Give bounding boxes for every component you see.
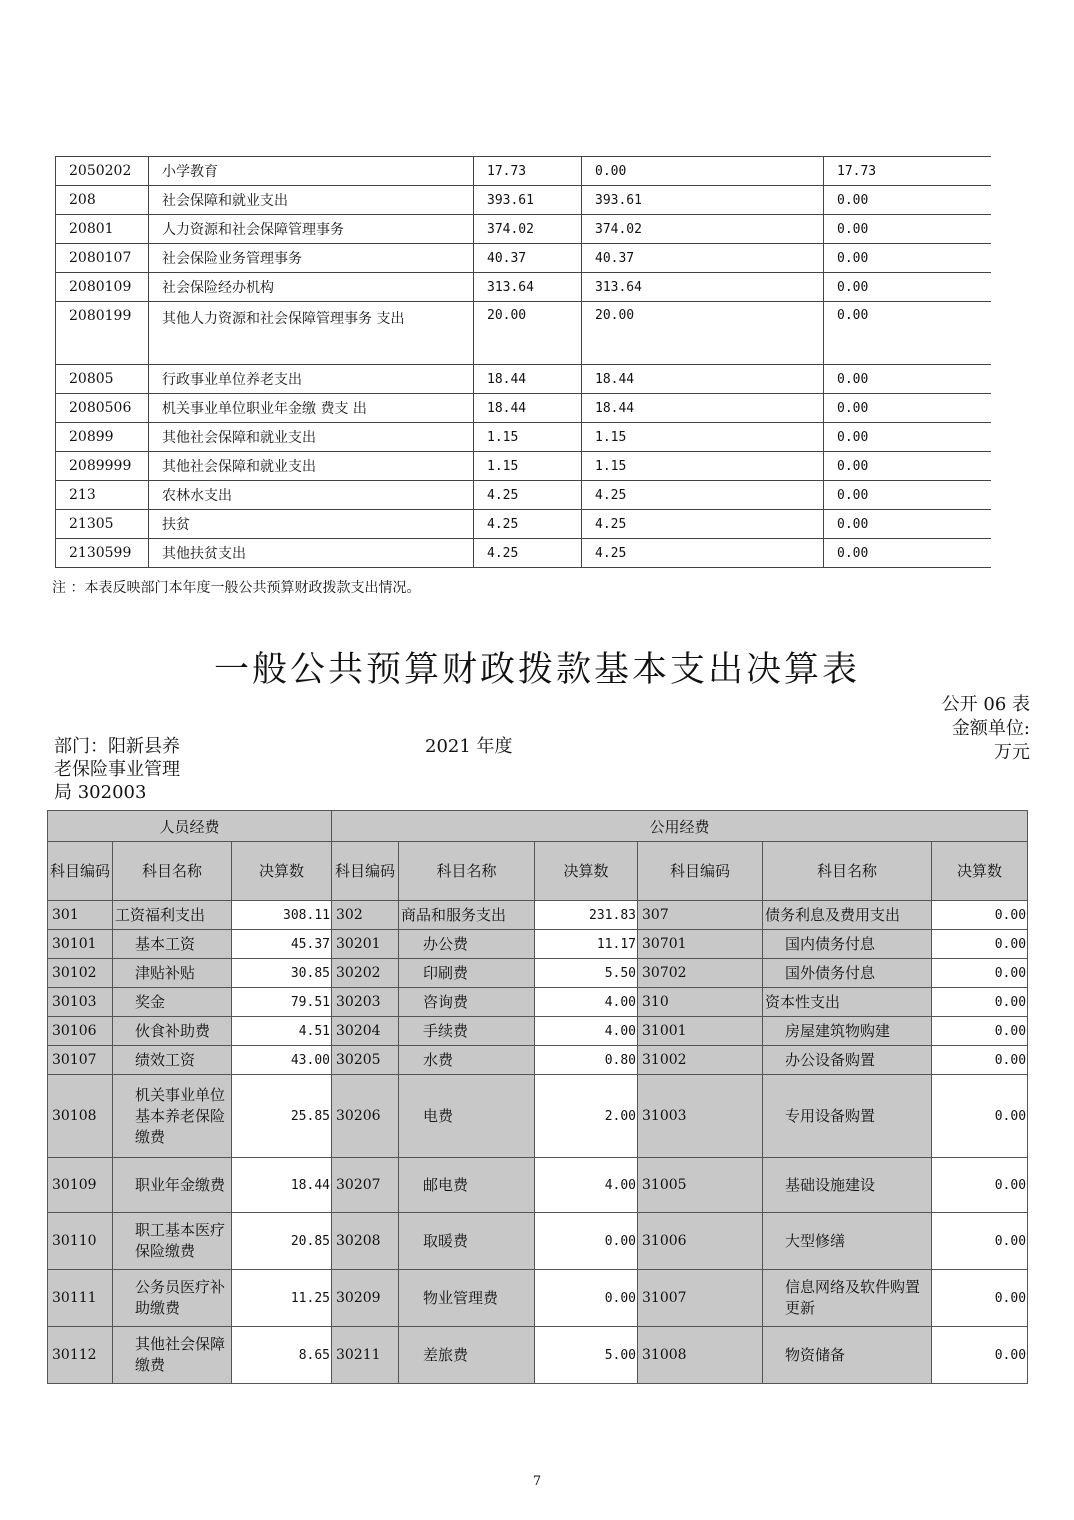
cell-name: 其他社会保障和就业支出: [149, 423, 474, 452]
cell-n3: 债务利息及费用支出: [763, 901, 932, 930]
cell-c: 0.00: [824, 481, 991, 510]
cell-n1: 伙食补助费: [113, 1017, 232, 1046]
cell-n1: 津贴补贴: [113, 959, 232, 988]
cell-c3: 310: [638, 988, 763, 1017]
page-number: 7: [532, 1474, 542, 1489]
cell-c3: 31002: [638, 1046, 763, 1075]
table-row: [48, 1327, 1028, 1384]
unit-label: 金额单位:: [951, 718, 1030, 739]
cell-c2: 30204: [332, 1017, 399, 1046]
cell-n1: 职业年金缴费: [113, 1158, 232, 1213]
cell-a1: 79.51: [232, 988, 332, 1017]
cell-n3: 国外债务付息: [763, 959, 932, 988]
cell-a2: 4.00: [535, 1158, 638, 1213]
public-header: 公用经费: [332, 811, 1028, 842]
cell-b: 374.02: [582, 215, 824, 244]
unit-value: 万元: [994, 742, 1030, 763]
cell-a2: 231.83: [535, 901, 638, 930]
cell-a: 18.44: [474, 394, 582, 423]
fiscal-year: 2021 年度: [425, 736, 513, 757]
cell-c2: 302: [332, 901, 399, 930]
cell-b: 4.25: [582, 510, 824, 539]
department-line-2: 老保险事业管理: [54, 759, 180, 780]
cell-code: 2050202: [56, 157, 149, 186]
cell-b: 20.00: [582, 302, 824, 365]
cell-n1: 机关事业单位基本养老保险缴费: [113, 1075, 232, 1158]
table-row: [56, 302, 991, 365]
cell-n2: 电费: [399, 1075, 535, 1158]
table-row: [56, 423, 991, 452]
cell-a2: 0.80: [535, 1046, 638, 1075]
cell-c: 0.00: [824, 215, 991, 244]
cell-a: 313.64: [474, 273, 582, 302]
cell-c: 0.00: [824, 423, 991, 452]
cell-b: 313.64: [582, 273, 824, 302]
cell-b: 18.44: [582, 365, 824, 394]
cell-a: 4.25: [474, 481, 582, 510]
cell-a2: 2.00: [535, 1075, 638, 1158]
cell-a3: 0.00: [932, 959, 1028, 988]
cell-a3: 0.00: [932, 1270, 1028, 1327]
cell-b: 0.00: [582, 157, 824, 186]
cell-c3: 31003: [638, 1075, 763, 1158]
cell-n1: 职工基本医疗保险缴费: [113, 1213, 232, 1270]
cell-b: 40.37: [582, 244, 824, 273]
cell-c1: 301: [48, 901, 113, 930]
cell-c1: 30109: [48, 1158, 113, 1213]
cell-a2: 0.00: [535, 1270, 638, 1327]
cell-a3: 0.00: [932, 930, 1028, 959]
cell-a1: 8.65: [232, 1327, 332, 1384]
cell-a2: 11.17: [535, 930, 638, 959]
table-row: [56, 365, 991, 394]
cell-n2: 商品和服务支出: [399, 901, 535, 930]
cell-c2: 30209: [332, 1270, 399, 1327]
cell-name: 社会保障和就业支出: [149, 186, 474, 215]
cell-code: 2080109: [56, 273, 149, 302]
cell-c2: 30202: [332, 959, 399, 988]
cell-a1: 4.51: [232, 1017, 332, 1046]
department-line-3: 局 302003: [54, 782, 147, 803]
cell-b: 18.44: [582, 394, 824, 423]
cell-c2: 30211: [332, 1327, 399, 1384]
cell-code: 2080506: [56, 394, 149, 423]
cell-n3: 基础设施建设: [763, 1158, 932, 1213]
cell-n2: 物业管理费: [399, 1270, 535, 1327]
cell-c2: 30207: [332, 1158, 399, 1213]
cell-n3: 专用设备购置: [763, 1075, 932, 1158]
cell-n2: 手续费: [399, 1017, 535, 1046]
cell-c2: 30201: [332, 930, 399, 959]
cell-c1: 30103: [48, 988, 113, 1017]
table-row: [56, 394, 991, 423]
cell-n3: 物资储备: [763, 1327, 932, 1384]
cell-a2: 5.50: [535, 959, 638, 988]
col-amount-2: 决算数: [535, 842, 638, 901]
cell-c1: 30110: [48, 1213, 113, 1270]
table-row: [56, 539, 991, 568]
cell-a1: 45.37: [232, 930, 332, 959]
cell-a1: 20.85: [232, 1213, 332, 1270]
cell-name: 扶贫: [149, 510, 474, 539]
department-line-1: 部门：阳新县养: [54, 736, 180, 757]
col-amount-1: 决算数: [232, 842, 332, 901]
cell-c: 0.00: [824, 452, 991, 481]
cell-n3: 信息网络及软件购置更新: [763, 1270, 932, 1327]
cell-code: 2080107: [56, 244, 149, 273]
cell-a2: 4.00: [535, 1017, 638, 1046]
cell-a: 1.15: [474, 423, 582, 452]
cell-n2: 水费: [399, 1046, 535, 1075]
cell-c1: 30107: [48, 1046, 113, 1075]
cell-c3: 30702: [638, 959, 763, 988]
cell-name: 其他人力资源和社会保障管理事务 支出: [149, 302, 474, 365]
table-row: [56, 273, 991, 302]
cell-c3: 30701: [638, 930, 763, 959]
table-row: [48, 1075, 1028, 1158]
cell-b: 4.25: [582, 481, 824, 510]
cell-a3: 0.00: [932, 1046, 1028, 1075]
cell-code: 20899: [56, 423, 149, 452]
cell-n3: 资本性支出: [763, 988, 932, 1017]
cell-n3: 办公设备购置: [763, 1046, 932, 1075]
cell-a3: 0.00: [932, 1075, 1028, 1158]
table-row: [48, 1017, 1028, 1046]
cell-a: 4.25: [474, 510, 582, 539]
table-number: 公开 06 表: [941, 694, 1030, 715]
cell-n1: 公务员医疗补助缴费: [113, 1270, 232, 1327]
cell-n3: 大型修缮: [763, 1213, 932, 1270]
table-row: [48, 988, 1028, 1017]
cell-a1: 11.25: [232, 1270, 332, 1327]
cell-n3: 国内债务付息: [763, 930, 932, 959]
cell-a: 20.00: [474, 302, 582, 365]
cell-c1: 30112: [48, 1327, 113, 1384]
cell-c2: 30205: [332, 1046, 399, 1075]
cell-a1: 25.85: [232, 1075, 332, 1158]
cell-code: 20805: [56, 365, 149, 394]
cell-a3: 0.00: [932, 1213, 1028, 1270]
cell-code: 213: [56, 481, 149, 510]
cell-name: 社会保险经办机构: [149, 273, 474, 302]
table-row: [56, 510, 991, 539]
cell-a: 17.73: [474, 157, 582, 186]
cell-a: 40.37: [474, 244, 582, 273]
table-row: [56, 244, 991, 273]
cell-a1: 308.11: [232, 901, 332, 930]
col-name-1: 科目名称: [113, 842, 232, 901]
table-row: [48, 901, 1028, 930]
cell-n2: 邮电费: [399, 1158, 535, 1213]
table-row: [48, 959, 1028, 988]
cell-c: 0.00: [824, 394, 991, 423]
cell-name: 小学教育: [149, 157, 474, 186]
cell-c2: 30203: [332, 988, 399, 1017]
table-row: [56, 157, 991, 186]
cell-c: 0.00: [824, 539, 991, 568]
cell-a3: 0.00: [932, 901, 1028, 930]
cell-a: 18.44: [474, 365, 582, 394]
cell-n2: 咨询费: [399, 988, 535, 1017]
cell-code: 21305: [56, 510, 149, 539]
cell-b: 1.15: [582, 452, 824, 481]
cell-a2: 5.00: [535, 1327, 638, 1384]
cell-a1: 30.85: [232, 959, 332, 988]
cell-code: 2089999: [56, 452, 149, 481]
table-row: [48, 1213, 1028, 1270]
cell-n2: 取暖费: [399, 1213, 535, 1270]
cell-c: 0.00: [824, 244, 991, 273]
cell-n1: 基本工资: [113, 930, 232, 959]
top-expenditure-table: [55, 156, 991, 568]
cell-name: 其他社会保障和就业支出: [149, 452, 474, 481]
cell-c1: 30106: [48, 1017, 113, 1046]
cell-code: 20801: [56, 215, 149, 244]
cell-n2: 差旅费: [399, 1327, 535, 1384]
cell-a3: 0.00: [932, 1327, 1028, 1384]
cell-c: 0.00: [824, 302, 991, 365]
cell-n1: 奖金: [113, 988, 232, 1017]
col-code-2: 科目编码: [332, 842, 399, 901]
cell-c3: 31006: [638, 1213, 763, 1270]
cell-c3: 31008: [638, 1327, 763, 1384]
cell-a: 374.02: [474, 215, 582, 244]
table-note: 注 ：本表反映部门本年度一般公共预算财政拨款支出情况。: [52, 580, 421, 596]
cell-b: 1.15: [582, 423, 824, 452]
cell-n1: 绩效工资: [113, 1046, 232, 1075]
cell-a1: 18.44: [232, 1158, 332, 1213]
cell-c1: 30101: [48, 930, 113, 959]
table-row: [56, 215, 991, 244]
cell-name: 机关事业单位职业年金缴 费支 出: [149, 394, 474, 423]
cell-n3: 房屋建筑物购建: [763, 1017, 932, 1046]
basic-expenditure-table: [47, 810, 1028, 1384]
cell-n2: 办公费: [399, 930, 535, 959]
cell-a3: 0.00: [932, 988, 1028, 1017]
cell-c1: 30111: [48, 1270, 113, 1327]
table-row: [48, 1046, 1028, 1075]
personnel-header: 人员经费: [48, 811, 332, 842]
cell-c: 17.73: [824, 157, 991, 186]
cell-c3: 31005: [638, 1158, 763, 1213]
cell-a: 1.15: [474, 452, 582, 481]
cell-c: 0.00: [824, 186, 991, 215]
table-row: [48, 930, 1028, 959]
cell-name: 社会保险业务管理事务: [149, 244, 474, 273]
table-row: [56, 452, 991, 481]
table-row: [56, 186, 991, 215]
col-name-3: 科目名称: [763, 842, 932, 901]
cell-c3: 31007: [638, 1270, 763, 1327]
cell-c1: 30102: [48, 959, 113, 988]
cell-a2: 4.00: [535, 988, 638, 1017]
cell-code: 2080199: [56, 302, 149, 365]
cell-c3: 307: [638, 901, 763, 930]
cell-b: 4.25: [582, 539, 824, 568]
cell-a: 4.25: [474, 539, 582, 568]
cell-n1: 其他社会保障缴费: [113, 1327, 232, 1384]
cell-code: 2130599: [56, 539, 149, 568]
cell-name: 其他扶贫支出: [149, 539, 474, 568]
cell-c2: 30206: [332, 1075, 399, 1158]
col-code-1: 科目编码: [48, 842, 113, 901]
cell-name: 人力资源和社会保障管理事务: [149, 215, 474, 244]
cell-a3: 0.00: [932, 1158, 1028, 1213]
cell-a: 393.61: [474, 186, 582, 215]
cell-c: 0.00: [824, 510, 991, 539]
page-title: 一般公共预算财政拨款基本支出决算表: [213, 650, 860, 690]
cell-c: 0.00: [824, 365, 991, 394]
cell-c1: 30108: [48, 1075, 113, 1158]
cell-n2: 印刷费: [399, 959, 535, 988]
cell-n1: 工资福利支出: [113, 901, 232, 930]
cell-c2: 30208: [332, 1213, 399, 1270]
cell-a1: 43.00: [232, 1046, 332, 1075]
cell-name: 行政事业单位养老支出: [149, 365, 474, 394]
table-row: [56, 481, 991, 510]
cell-c: 0.00: [824, 273, 991, 302]
cell-code: 208: [56, 186, 149, 215]
cell-name: 农林水支出: [149, 481, 474, 510]
cell-b: 393.61: [582, 186, 824, 215]
col-code-3: 科目编码: [638, 842, 763, 901]
col-amount-3: 决算数: [932, 842, 1028, 901]
col-name-2: 科目名称: [399, 842, 535, 901]
cell-a2: 0.00: [535, 1213, 638, 1270]
cell-a3: 0.00: [932, 1017, 1028, 1046]
table-row: [48, 1270, 1028, 1327]
table-row: [48, 1158, 1028, 1213]
cell-c3: 31001: [638, 1017, 763, 1046]
